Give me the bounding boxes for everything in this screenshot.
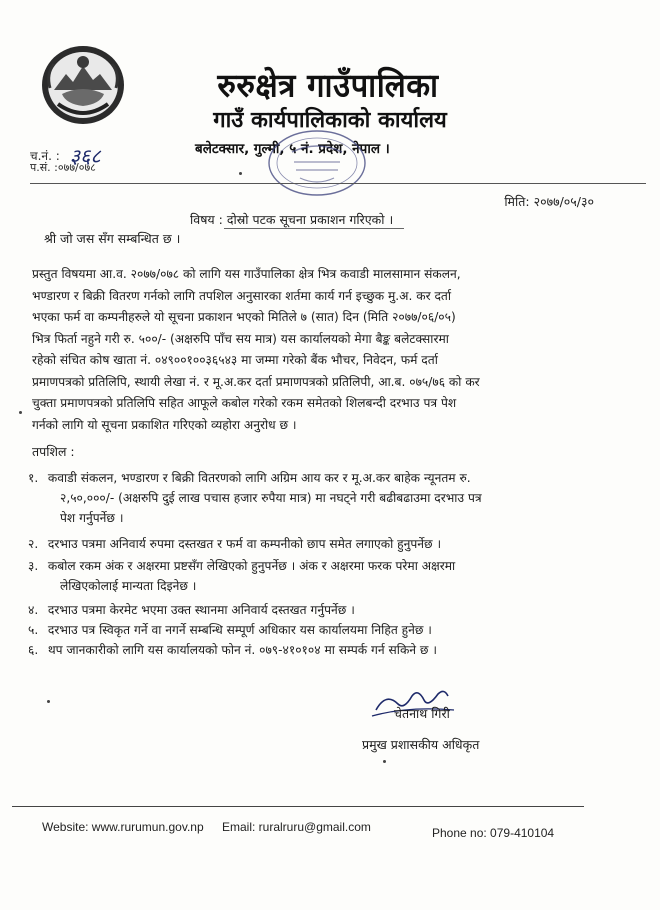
letter-body-paragraph xyxy=(32,264,576,436)
footer-phone: Phone no: 079-410104 xyxy=(432,826,555,840)
header-divider xyxy=(30,183,646,184)
list-item-continuation: पेश गर्नुपर्नेछ । xyxy=(60,511,124,525)
list-item-number: २. xyxy=(28,537,39,551)
office-seal-stamp xyxy=(262,128,372,198)
list-item-text: दरभाउ पत्र स्विकृत गर्ने वा नगर्ने सम्बन्धि सम्पूर्ण अधिकार यस कार्यालयमा निहित हुनेछ । xyxy=(47,623,432,637)
fiscal-year-ref: प.सं. :०७७/०७८ xyxy=(30,161,96,174)
scan-speck xyxy=(19,411,22,414)
paragraph-line: भित्र फिर्ता नहुने गरी रु. ५००/- (अक्षरुपि पाँच सय मात्र) यस कार्यालयको मेगा बैङ्क बलेटक्सारमा xyxy=(32,331,449,346)
list-item xyxy=(28,600,355,620)
paragraph-line: गर्नको लागि यो सूचना प्रकाशित गरिएको व्यहोरा अनुरोध छ । xyxy=(32,417,297,432)
scan-speck xyxy=(239,172,242,175)
subject-underline xyxy=(224,228,404,229)
paragraph-line: रहेको संचित कोष खाता नं. ०४९००१००३६५४३ मा जम्मा गरेको बैंक भौचर, निवेदन, फर्म दर्ता xyxy=(32,353,438,367)
letter-subject: विषय : दोस्रो पटक सूचना प्रकाशन गरिएको । xyxy=(190,212,394,227)
list-item-text: कवाडी संकलन, भण्डारण र बिक्री वितरणको लागि अग्रिम आय कर र मू.अ.कर बाहेक न्यूनतम रु. xyxy=(47,471,471,485)
paragraph-line: चुक्ता प्रमाणपत्रको प्रतिलिपि सहित आफूले कबोल गरेको रकम समेतको शिलबन्दी दरभाउ पत्र पेश xyxy=(32,396,457,410)
paragraph-line: प्रमाणपत्रको प्रतिलिपि, स्थायी लेखा नं. र मू.अ.कर दर्ता प्रमाणपत्रको प्रतिलिपी, आ.ब. ०७५/७६ को कर xyxy=(32,374,480,389)
nepal-government-emblem xyxy=(40,44,126,126)
dispatch-number-value: ३६८ xyxy=(69,144,101,168)
list-item xyxy=(28,534,441,554)
list-item-number: ३. xyxy=(28,559,39,573)
list-item-text: दरभाउ पत्रमा केरमेट भएमा उक्त स्थानमा अनिवार्य दस्तखत गर्नुपर्नेछ । xyxy=(47,603,355,617)
signer-designation: प्रमुख प्रशासकीय अधिकृत xyxy=(362,737,480,752)
list-item-text: थप जानकारीको लागि यस कार्यालयको फोन नं. ०७९-४१०१०४ मा सम्पर्क गर्न सकिने छ । xyxy=(47,643,437,657)
letter-date: मिति: २०७७/०५/३० xyxy=(504,194,594,209)
paragraph-line: प्रस्तुत विषयमा आ.व. २०७७/०७८ को लागि यस गाउँपालिका क्षेत्र भित्र कवाडी मालसामान संकलन, xyxy=(32,267,461,281)
paragraph-line: भण्डारण र बिक्री वितरण गर्नको लागि तपशिल अनुसारका शर्तमा कार्य गर्न इच्छुक मु.अ. कर दर्ता xyxy=(32,288,452,303)
list-item-number: ६. xyxy=(28,643,39,657)
office-address: बलेटक्सार, गुल्मी, ५ नं. प्रदेश, नेपाल । xyxy=(195,141,390,157)
dispatch-number-label: च.नं. : xyxy=(30,149,60,163)
scan-speck xyxy=(47,700,50,703)
list-item-number: ५. xyxy=(28,623,39,637)
list-item-number: ४. xyxy=(28,603,39,617)
list-item xyxy=(28,620,432,640)
list-item-text: दरभाउ पत्रमा अनिवार्य रुपमा दस्तखत र फर्म वा कम्पनीको छाप समेत लगाएको हुनुपर्नेछ । xyxy=(47,537,442,551)
paragraph-line: भएका फर्म वा कम्पनीहरुले यो सूचना प्रकाशन भएको मितिले ७ (सात) दिन (मिति २०७७/०६/०५) xyxy=(32,310,456,324)
footer-website: Website: www.rurumun.gov.np xyxy=(42,820,204,834)
letter-salutation: श्री जो जस सँग सम्बन्धित छ । xyxy=(44,231,181,246)
list-item xyxy=(28,640,437,660)
signer-name: चेतनाथ गिरी xyxy=(394,706,450,721)
list-item-text: कबोल रकम अंक र अक्षरमा प्रष्टसँग लेखिएको हुनुपर्नेछ । अंक र अक्षरमा फरक परेमा अक्षरमा xyxy=(47,559,456,573)
list-item-number: १. xyxy=(28,471,39,485)
footer-divider xyxy=(12,806,584,807)
list-item xyxy=(28,556,455,576)
list-item xyxy=(28,468,471,488)
scan-speck xyxy=(383,760,386,763)
office-title: रुरुक्षेत्र गाउँपालिका xyxy=(217,67,439,105)
list-item-continuation: २,५०,०००/- (अक्षरुपि दुई लाख पचास हजार रुपैया मात्र) मा नघट्ने गरी बढीबढाउमा दरभाउ पत्र xyxy=(60,491,482,505)
list-item-continuation: लेखिएकोलाई मान्यता दिइनेछ । xyxy=(60,579,197,593)
footer-email: Email: ruralruru@gmail.com xyxy=(222,820,371,834)
details-heading: तपशिल : xyxy=(32,444,75,459)
office-subtitle: गाउँ कार्यपालिकाको कार्यालय xyxy=(213,108,447,133)
